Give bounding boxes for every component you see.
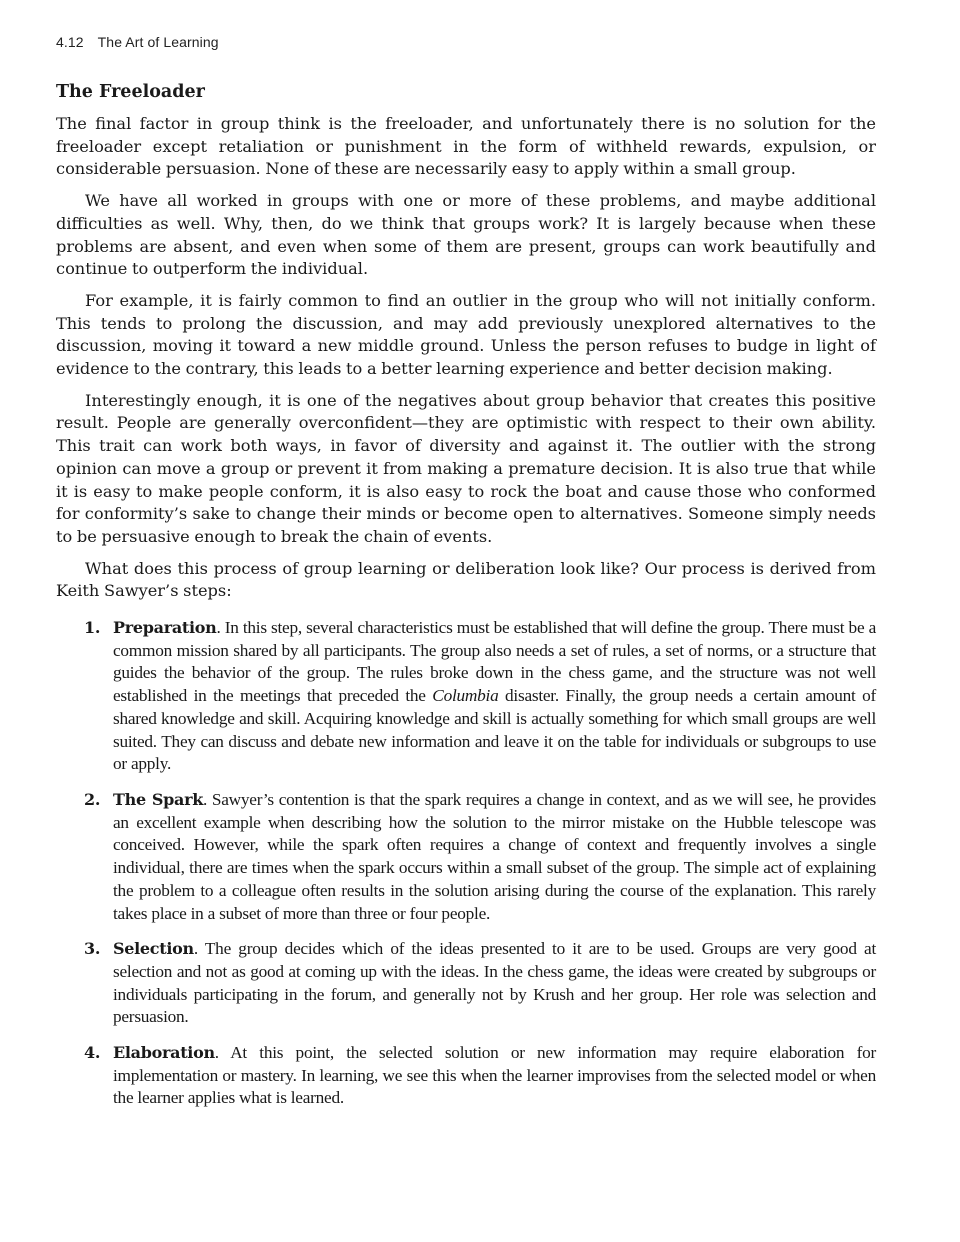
step-text: . Sawyer’s contention is that the spark requires a change in context, and as we will see, he provides an excellent example when describing how the solution to the mirror mistake on the Hubble telescope was conceived. However, while the spark often requires a change of context and frequently involves a single individual, there are times when the spark occurs within a small subset of the group. The simple act of explaining the problem to a colleague often results in the solution arising during the course of the explanation. This rarely takes place in a subset of more than three or four people.	[113, 789, 876, 923]
body-text	[56, 113, 876, 1123]
step-title: Elaboration	[113, 1043, 215, 1063]
steps-list	[56, 617, 876, 1110]
paragraph: The final factor in group think is the freeloader, and unfortunately there is no solution for the freeloader except retaliation or punishment in the form of withheld rewards, expulsion, or considerable persuasion. None of these are necessarily easy to apply within a small group.	[56, 114, 876, 179]
step-item	[56, 938, 876, 1029]
step-item	[56, 1042, 876, 1110]
step-title: Selection	[113, 939, 194, 959]
book-title: The Art of Learning	[97, 34, 219, 50]
step-number: 4.	[84, 1043, 101, 1063]
step-number: 3.	[84, 939, 101, 959]
step-text: . At this point, the selected solution or new information may require elaboration for implementation or mastery. In learning, we see this when the learner improvises from the selected model or when the learner applies what is learned.	[113, 1043, 876, 1108]
paragraph: Interestingly enough, it is one of the negatives about group behavior that creates this positive result. People are generally overconfident—they are optimistic with respect to their own ability. This trait can work both ways, in favor of diversity and against it. The outlier with the strong opinion can move a group or prevent it from making a premature decision. It is also true that while it is easy to make people conform, it is also easy to rock the boat and cause those who conformed for conformity’s sake to change their minds or become open to alternatives. Someone simply needs to be persuasive enough to break the chain of events.	[56, 390, 876, 546]
step-text-italic: Columbia	[432, 686, 499, 706]
section-heading: The Freeloader	[56, 82, 205, 102]
paragraph: For example, it is fairly common to find an outlier in the group who will not initially conform. This tends to prolong the discussion, and may add previously unexplored alternatives to the discussion, moving it toward a new middle ground. Unless the person refuses to budge in light of evidence to the contrary, this leads to a better learning experience and better decision making.	[56, 290, 876, 379]
step-title: The Spark	[113, 789, 203, 809]
step-title: Preparation	[113, 618, 217, 638]
step-item	[56, 617, 876, 776]
page-number: 4.12	[56, 34, 84, 50]
step-text: disaster. Finally, the group needs a certain amount of shared knowledge and skill. Acquiring knowledge and skill is actually something for which small groups are well suited. They can discuss and debate new information and leave it on the table for individuals or subgroups to use or apply.	[113, 686, 877, 774]
step-text: . The group decides which of the ideas presented to it are to be used. Groups are very good at selection and not as good at coming up with the ideas. In the chess game, the ideas were created by subgroups or individuals participating in the forum, and generally not by Krush and her group. Her role was selection and persuasion.	[113, 939, 876, 1027]
running-head	[56, 34, 219, 50]
step-number: 1.	[84, 618, 101, 638]
paragraph: What does this process of group learning or deliberation look like? Our process is derived from Keith Sawyer’s steps:	[56, 558, 876, 601]
paragraph: We have all worked in groups with one or more of these problems, and maybe additional difficulties as well. Why, then, do we think that groups work? It is largely because when these problems are absent, and even when some of them are present, groups can work beautifully and continue to outperform the individual.	[56, 191, 876, 279]
step-number: 2.	[84, 789, 101, 809]
step-item	[56, 789, 876, 925]
step-text: . In this step, several characteristics must be established that will define the group. There must be a common mission shared by all participants. The group also needs a set of rules, a set of norms, or a structure that guides the behavior of the group. The rules broke down in the chess game, and the structure was not well established in the meetings that preceded the	[113, 618, 876, 706]
